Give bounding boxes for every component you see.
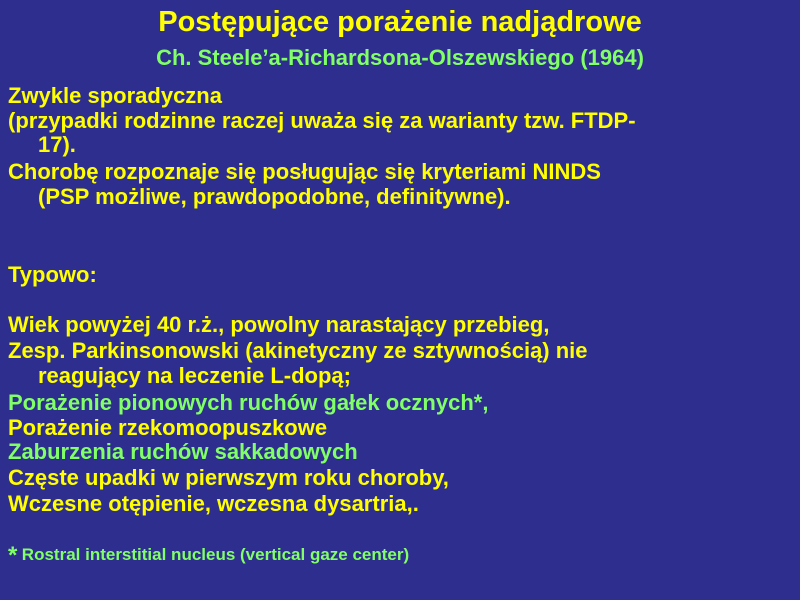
intro-line-criteria: Chorobę rozpoznaje się posługując się kryteriami NINDS — [8, 159, 601, 184]
feature-pseudobulbar: Porażenie rzekomoopuszkowe — [8, 415, 328, 440]
intro-line-sporadic: Zwykle sporadyczna — [8, 83, 222, 108]
slide-subtitle: Ch. Steele’a-Richardsona-Olszewskiego (1964) — [156, 45, 644, 70]
footnote-marker: * — [8, 542, 18, 569]
intro-line-familial: (przypadki rodzinne raczej uważa się za warianty tzw. FTDP- — [8, 108, 636, 133]
footnote — [8, 543, 409, 568]
feature-vertical-gaze: Porażenie pionowych ruchów gałek ocznych*, — [8, 390, 489, 415]
feature-saccades: Zaburzenia ruchów sakkadowych — [8, 439, 358, 464]
typical-heading: Typowo: — [8, 262, 97, 287]
slide-title: Postępujące porażenie nadjądrowe — [158, 6, 642, 38]
footnote-text: Rostral interstitial nucleus (vertical gaze center) — [21, 545, 410, 564]
feature-dementia: Wczesne otępienie, wczesna dysartria,. — [8, 491, 419, 516]
feature-falls: Częste upadki w pierwszym roku choroby, — [8, 465, 449, 490]
intro-line-familial-cont: 17). — [38, 132, 76, 157]
feature-age: Wiek powyżej 40 r.ż., powolny narastający przebieg, — [8, 312, 550, 337]
intro-line-criteria-cont: (PSP możliwe, prawdopodobne, definitywne). — [38, 184, 511, 209]
feature-parkinsonism-cont: reagujący na leczenie L-dopą; — [38, 363, 351, 388]
feature-parkinsonism: Zesp. Parkinsonowski (akinetyczny ze sztywnością) nie — [8, 338, 588, 363]
